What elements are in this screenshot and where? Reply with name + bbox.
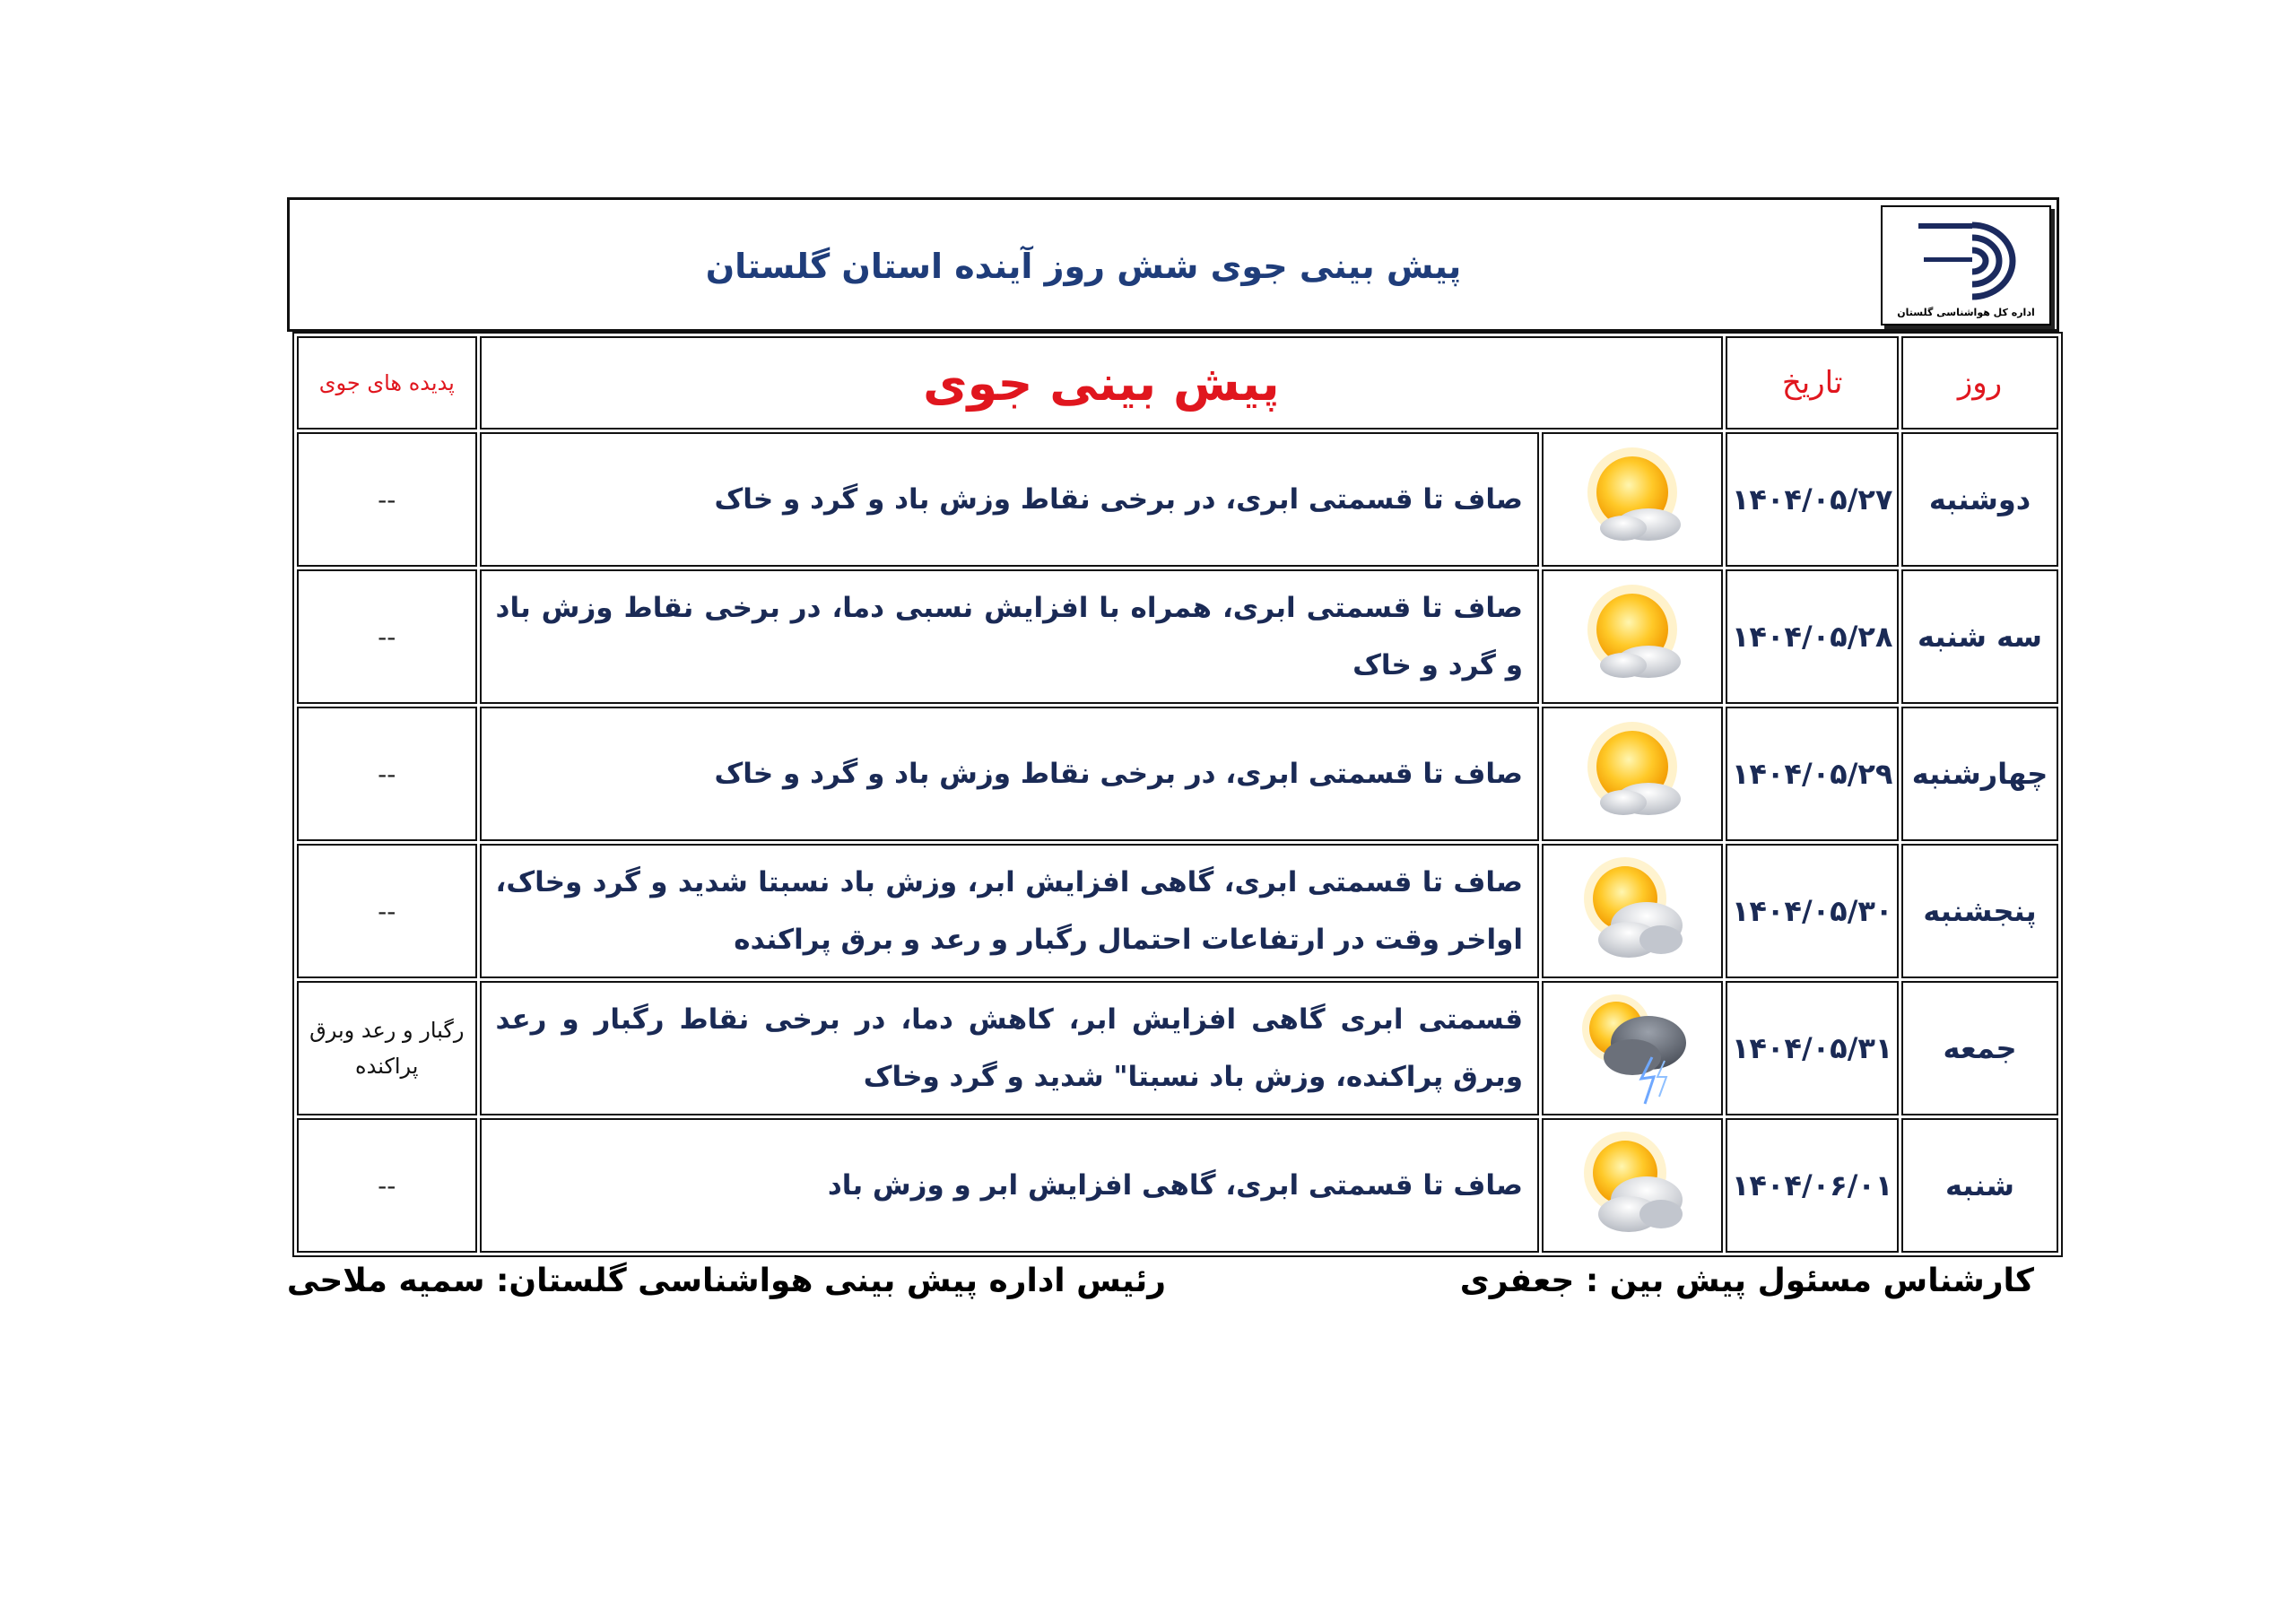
table-row (297, 569, 2058, 704)
weather-icon-cell (1542, 707, 1723, 841)
thunderstorm-icon (1570, 984, 1695, 1109)
day-cell: جمعه (1901, 981, 2058, 1115)
forecast-cell: صاف تا قسمتی ابری، در برخی نقاط وزش باد و گرد و خاک (480, 707, 1539, 841)
phenomena-cell: رگبار و رعد وبرق پراکنده (297, 981, 477, 1115)
forecast-cell: صاف تا قسمتی ابری، همراه با افزایش نسبی دما، در برخی نقاط وزش باد و گرد و خاک (480, 569, 1539, 704)
sun-cloud-icon (1570, 709, 1695, 835)
table-header-row (297, 336, 2058, 430)
phenomena-cell: -- (297, 432, 477, 567)
table-row (297, 1118, 2058, 1253)
forecaster-signature: کارشناس مسئول پیش بین : جعفری (1459, 1263, 2034, 1299)
header-box (287, 197, 2059, 332)
date-cell: ۱۴۰۴/۰۵/۲۸ (1726, 569, 1899, 704)
forecast-cell: صاف تا قسمتی ابری، گاهی افزایش ابر، وزش باد نسبتا شدید و گرد وخاک، اواخر وقت در ارتفاعات احتمال رگبار و رعد و برق پراکنده (480, 844, 1539, 978)
day-cell: چهارشنبه (1901, 707, 2058, 841)
date-cell: ۱۴۰۴/۰۶/۰۱ (1726, 1118, 1899, 1253)
partly-cloudy-icon (1570, 1121, 1695, 1246)
phenomena-cell: -- (297, 844, 477, 978)
day-cell: شنبه (1901, 1118, 2058, 1253)
forecast-cell: قسمتی ابری گاهی افزایش ابر، کاهش دما، در برخی نقاط رگبار و رعد وبرق پراکنده، وزش باد نسبتا" شدید و گرد وخاک (480, 981, 1539, 1115)
forecast-cell: صاف تا قسمتی ابری، گاهی افزایش ابر و وزش باد (480, 1118, 1539, 1253)
forecast-cell: صاف تا قسمتی ابری، در برخی نقاط وزش باد و گرد و خاک (480, 432, 1539, 567)
table-row (297, 981, 2058, 1115)
weather-icon-cell (1542, 569, 1723, 704)
table-row (297, 432, 2058, 567)
partly-cloudy-icon (1570, 846, 1695, 972)
day-cell: سه شنبه (1901, 569, 2058, 704)
phenomena-cell: -- (297, 707, 477, 841)
day-cell: دوشنبه (1901, 432, 2058, 567)
column-header-forecast: پیش بینی جوی (480, 336, 1724, 430)
weather-icon-cell (1542, 844, 1723, 978)
forecast-table (292, 332, 2063, 1257)
date-cell: ۱۴۰۴/۰۵/۲۹ (1726, 707, 1899, 841)
phenomena-cell: -- (297, 569, 477, 704)
day-cell: پنجشنبه (1901, 844, 2058, 978)
column-header-day: روز (1901, 336, 2058, 430)
chief-signature: رئیس اداره پیش بینی هواشناسی گلستان: سمیه ملاحی (286, 1263, 1166, 1299)
column-header-date: تاریخ (1726, 336, 1899, 430)
table-row (297, 707, 2058, 841)
date-cell: ۱۴۰۴/۰۵/۳۰ (1726, 844, 1899, 978)
table-row (297, 844, 2058, 978)
logo-caption: اداره کل هواشناسی گلستان (1897, 307, 2035, 318)
meteorology-logo (1881, 205, 2051, 325)
column-header-phenomena: پدیده های جوی (297, 336, 477, 430)
sun-cloud-icon (1570, 572, 1695, 698)
sun-cloud-icon (1570, 435, 1695, 560)
date-cell: ۱۴۰۴/۰۵/۲۷ (1726, 432, 1899, 567)
date-cell: ۱۴۰۴/۰۵/۳۱ (1726, 981, 1899, 1115)
phenomena-cell: -- (297, 1118, 477, 1253)
page-title: پیش بینی جوی شش روز آینده استان گلستان (705, 247, 1462, 286)
weather-icon-cell (1542, 1118, 1723, 1253)
weather-icon-cell (1542, 432, 1723, 567)
weather-icon-cell (1542, 981, 1723, 1115)
